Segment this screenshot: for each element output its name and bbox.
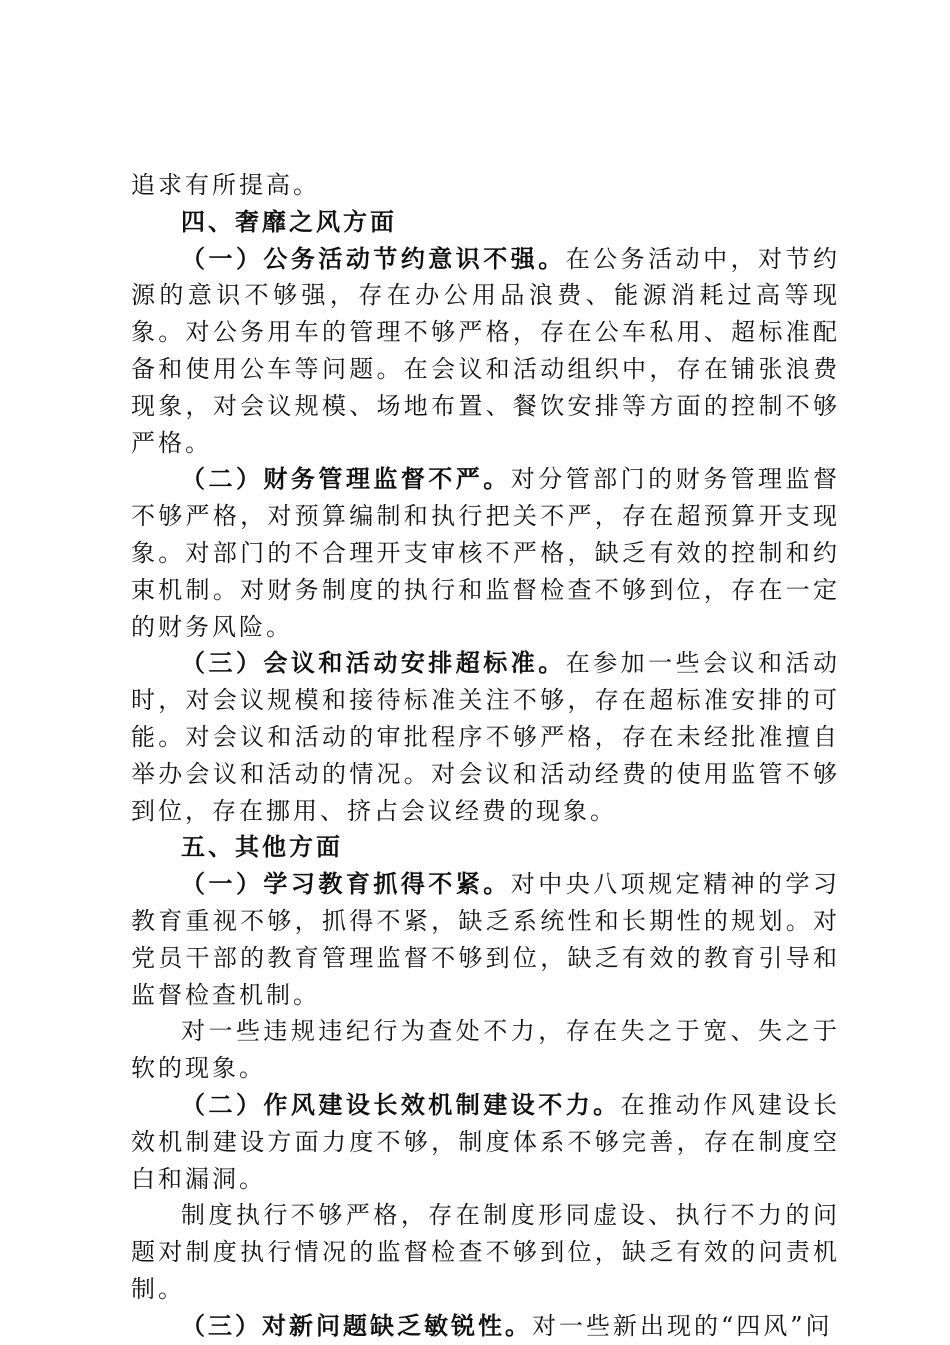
item-lead: （一）学习教育抓得不紧。	[181, 869, 511, 899]
item-text: 对中央八项规定精神的学习教育重视不够，抓得不紧，缺乏系统性和长期性的规划。对党员干部的教育管理监督不够到位，缺乏有效的教育引导和监督检查机制。	[131, 870, 841, 1009]
item-text: 对分管部门的财务管理监督不够严格，对预算编制和执行把关不严，存在超预算开支现象。对部门的不合理开支审核不严格，缺乏有效的控制和约束机制。对财务制度的执行和监督检查不够到位，存在一定的财务风险。	[131, 465, 841, 641]
item-paragraph	[131, 866, 840, 1013]
item-lead: （一）公务活动节约意识不强。	[181, 243, 566, 273]
item-text: 对一些新出现的“四风”问	[532, 1311, 833, 1340]
item-paragraph	[131, 645, 840, 829]
paragraph-continuation	[131, 167, 840, 204]
paragraph-text: 制度执行不够严格，存在制度形同虚设、执行不力的问题对制度执行情况的监督检查不够到位，缺乏有效的问责机制。	[131, 1201, 840, 1303]
body-paragraph	[131, 1013, 840, 1087]
item-lead: （二）财务管理监督不严。	[181, 464, 511, 494]
paragraph-text: 追求有所提高。	[131, 171, 320, 199]
item-lead: （三）对新问题缺乏敏锐性。	[181, 1310, 532, 1340]
item-text: 在公务活动中，对节约源的意识不够强，存在办公用品浪费、能源消耗过高等现象。对公务用车的管理不够严格，存在公车私用、超标准配备和使用公车等问题。在会议和活动组织中，存在铺张浪费现象，对会议规模、场地布置、餐饮安排等方面的控制不够严格。	[131, 244, 841, 457]
item-lead: （二）作风建设长效机制建设不力。	[181, 1089, 621, 1119]
item-paragraph	[131, 1308, 840, 1345]
section-heading-5: 五、其他方面	[181, 832, 343, 862]
item-text: 在推动作风建设长效机制建设方面力度不够，制度体系不够完善，存在制度空白和漏洞。	[131, 1090, 841, 1193]
item-lead: （三）会议和活动安排超标准。	[181, 648, 566, 678]
body-paragraph	[131, 1197, 840, 1307]
item-paragraph	[131, 241, 840, 462]
item-paragraph	[131, 1087, 840, 1197]
item-text: 在参加一些会议和活动时，对会议规模和接待标准关注不够，存在超标准安排的可能。对会议和活动的审批程序不够严格，存在未经批准擅自举办会议和活动的情况。对会议和活动经费的使用监管不够到位，存在挪用、挤占会议经费的现象。	[131, 649, 841, 825]
item-paragraph	[131, 461, 840, 645]
section-heading-4: 四、奢靡之风方面	[181, 206, 397, 236]
paragraph-text: 对一些违规违纪行为查处不力，存在失之于宽、失之于软的现象。	[131, 1017, 840, 1083]
